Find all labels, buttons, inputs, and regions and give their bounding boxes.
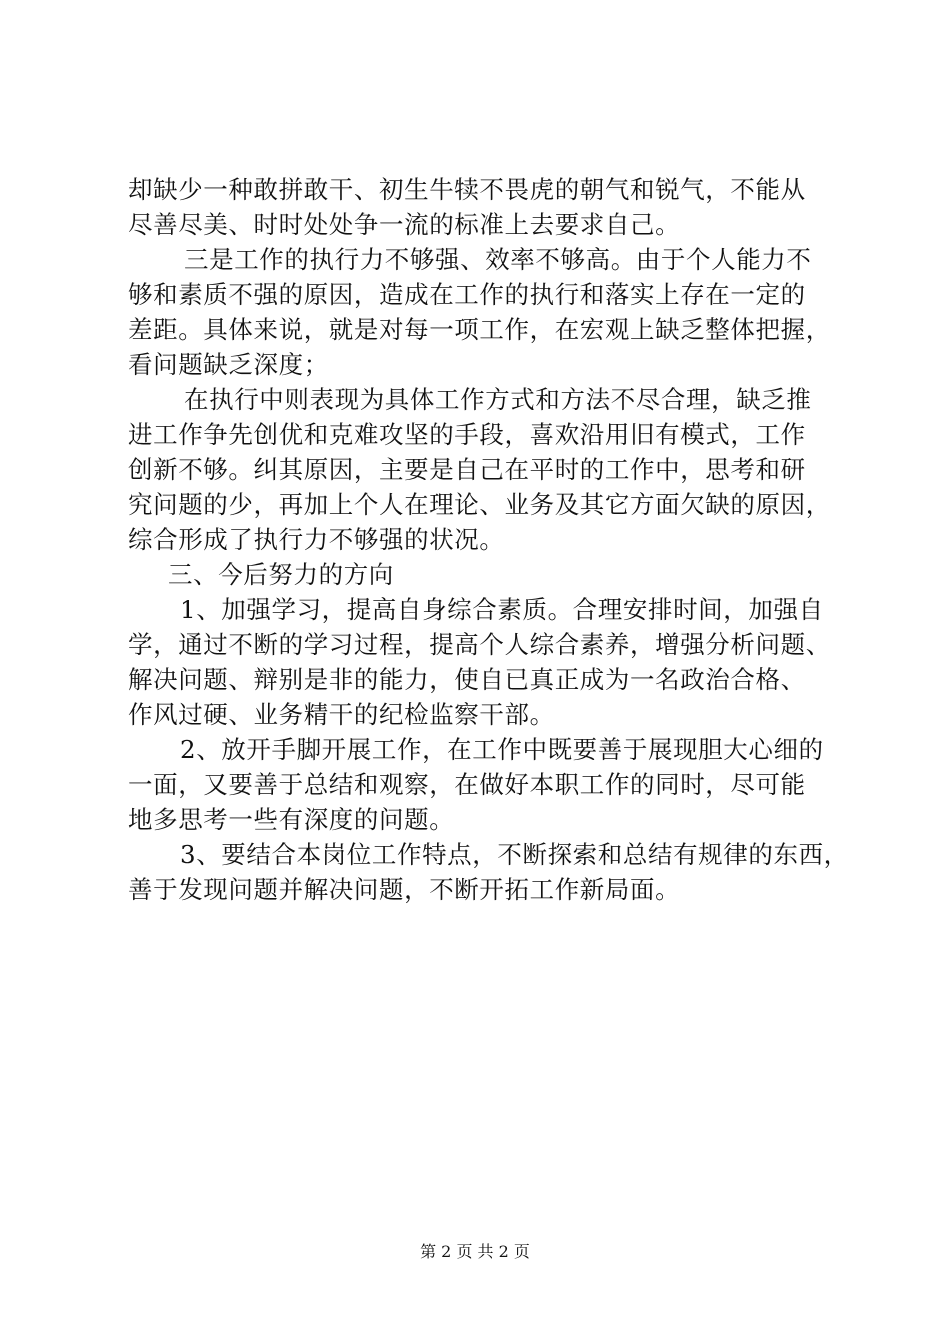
text-line: 一面，又要善于总结和观察，在做好本职工作的同时，尽可能: [128, 770, 806, 799]
text-line: 创新不够。纠其原因，主要是自己在平时的工作中，思考和研: [128, 455, 806, 484]
text-line: 尽善尽美、时时处处争一流的标准上去要求自己。: [128, 210, 681, 239]
text-line: 进工作争先创优和克难攻坚的手段，喜欢沿用旧有模式，工作: [128, 420, 806, 449]
text-line: 差距。具体来说，就是对每一项工作，在宏观上缺乏整体把握，: [128, 315, 831, 344]
page-footer: [0, 1240, 950, 1264]
text-line: 2、放开手脚开展工作，在工作中既要善于展现胆大心细的: [180, 735, 824, 764]
section-heading: 三、今后努力的方向: [168, 560, 394, 589]
text-line: 善于发现问题并解决问题，不断开拓工作新局面。: [128, 875, 681, 904]
text-line: 1、加强学习，提高自身综合素质。合理安排时间，加强自: [180, 595, 824, 624]
text-line: 作风过硬、业务精干的纪检监察干部。: [128, 700, 555, 729]
page-number-label: 第 2 页 共 2 页: [420, 1242, 530, 1261]
text-line: 地多思考一些有深度的问题。: [128, 805, 455, 834]
text-line: 够和素质不强的原因，造成在工作的执行和落实上存在一定的: [128, 280, 806, 309]
text-line: 3、要结合本岗位工作特点，不断探索和总结有规律的东西，: [180, 840, 849, 869]
text-line: 学，通过不断的学习过程，提高个人综合素养，增强分析问题、: [128, 630, 831, 659]
text-line: 究问题的少，再加上个人在理论、业务及其它方面欠缺的原因，: [128, 490, 831, 519]
text-line: 看问题缺乏深度；: [128, 350, 329, 379]
document-body: [128, 172, 852, 907]
text-line: 在执行中则表现为具体工作方式和方法不尽合理，缺乏推: [184, 385, 812, 414]
text-line: 解决问题、辩别是非的能力，使自已真正成为一名政治合格、: [128, 665, 806, 694]
text-line: 综合形成了执行力不够强的状况。: [128, 525, 505, 554]
text-line: 却缺少一种敢拼敢干、初生牛犊不畏虎的朝气和锐气，不能从: [128, 175, 806, 204]
text-line: 三是工作的执行力不够强、效率不够高。由于个人能力不: [184, 245, 812, 274]
body-text-block: [128, 172, 852, 907]
